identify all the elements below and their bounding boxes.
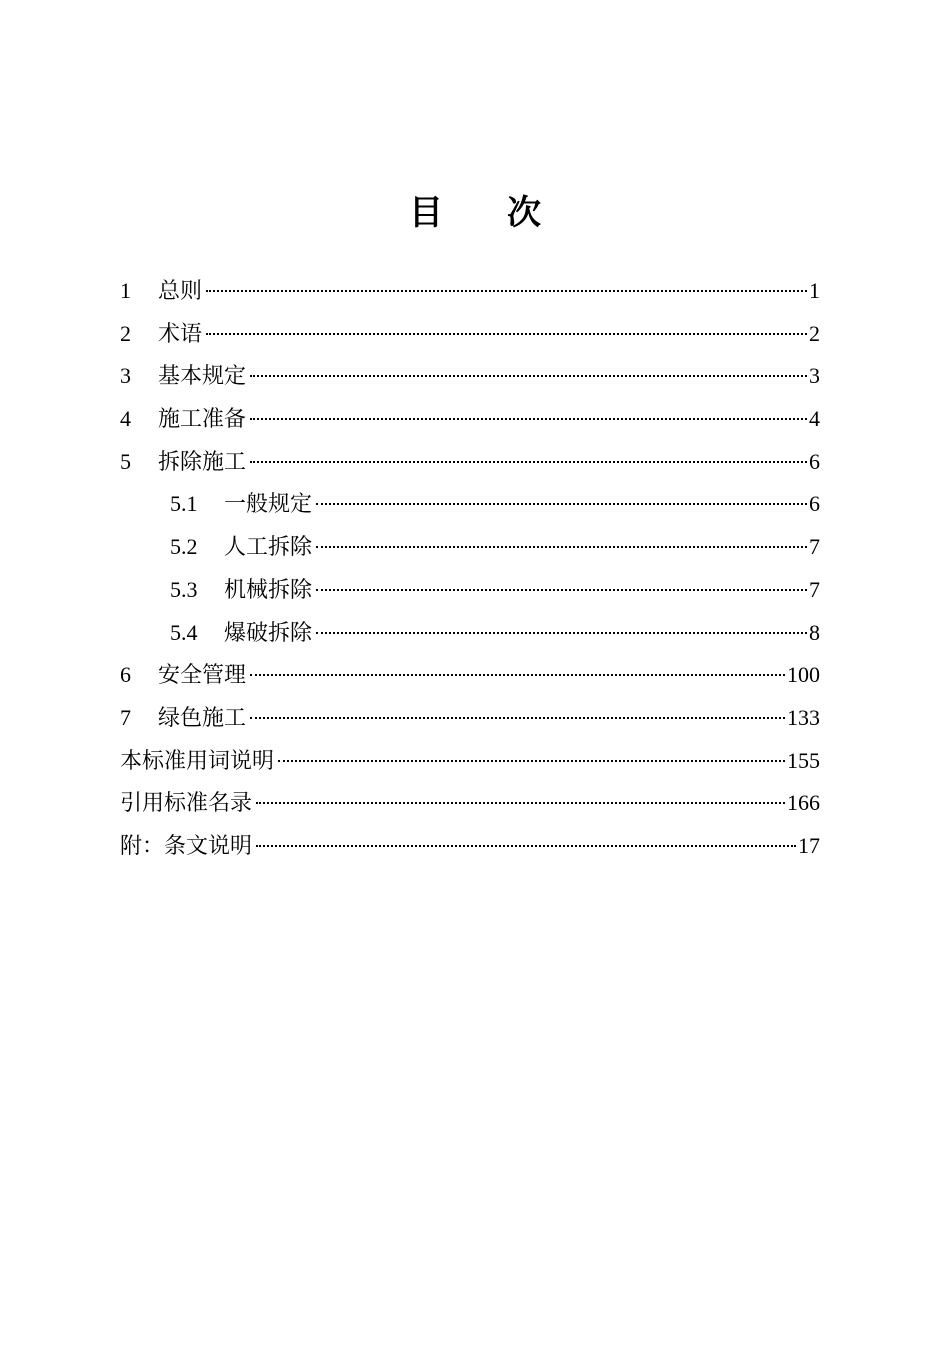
toc-entry[interactable] [120, 313, 820, 356]
toc-entry[interactable] [120, 270, 820, 313]
toc-entry-number: 5.3 [170, 576, 198, 602]
page-title [0, 184, 950, 234]
title-char-right: 次 [507, 192, 541, 233]
toc-entry-page: 166 [787, 790, 820, 816]
toc-entry-page: 17 [798, 832, 820, 858]
dot-leader [316, 632, 807, 634]
toc-entry[interactable] [120, 355, 820, 398]
toc-entry-label: 拆除施工 [158, 449, 247, 475]
toc-appendix-entry[interactable] [120, 740, 820, 783]
toc-entry-number: 6 [120, 662, 131, 688]
toc-entry-label: 本标准用词说明 [120, 748, 275, 774]
toc-entry-number: 5.2 [170, 534, 198, 560]
dot-leader [206, 333, 807, 335]
toc-entry-number: 1 [120, 278, 131, 303]
toc-entry-label: 术语 [158, 321, 203, 347]
toc-subentry[interactable] [120, 483, 820, 526]
dot-leader [250, 717, 785, 719]
title-char-left: 目 [409, 192, 443, 233]
toc-entry-page: 6 [809, 448, 820, 474]
toc-entry-label: 施工准备 [158, 407, 247, 433]
toc-entry-label: 一般规定 [224, 492, 313, 518]
dot-leader [250, 418, 807, 420]
toc-entry-label: 爆破拆除 [224, 620, 313, 646]
dot-leader [250, 375, 807, 377]
toc-entry-page: 155 [787, 747, 820, 773]
toc-subentry[interactable] [120, 569, 820, 612]
toc-entry[interactable] [120, 697, 820, 740]
toc-entry-page: 8 [809, 619, 820, 645]
toc-entry-label: 引用标准名录 [120, 791, 253, 817]
toc-entry-number: 3 [120, 363, 131, 389]
toc-entry[interactable] [120, 398, 820, 441]
toc-subentry[interactable] [120, 612, 820, 655]
dot-leader [316, 503, 807, 505]
toc-entry[interactable] [120, 441, 820, 484]
toc-entry-label: 基本规定 [158, 364, 247, 390]
toc-entry-number: 5.1 [170, 491, 198, 517]
toc-entry-number: 5 [120, 448, 131, 474]
dot-leader [250, 674, 785, 676]
dot-leader [206, 290, 807, 292]
dot-leader [278, 760, 785, 762]
table-of-contents [120, 270, 820, 868]
toc-entry-page: 2 [809, 320, 820, 346]
toc-entry-number: 7 [120, 704, 131, 730]
toc-appendix-entry[interactable] [120, 782, 820, 825]
toc-entry-page: 6 [809, 491, 820, 517]
toc-entry[interactable] [120, 654, 820, 697]
toc-entry-page: 100 [787, 662, 820, 688]
dot-leader [250, 461, 807, 463]
toc-entry-label: 机械拆除 [224, 577, 313, 603]
dot-leader [316, 589, 807, 591]
dot-leader [256, 845, 796, 847]
toc-entry-page: 7 [809, 576, 820, 602]
toc-entry-page: 4 [809, 406, 820, 432]
toc-entry-page: 1 [809, 278, 820, 303]
toc-subentry[interactable] [120, 526, 820, 569]
toc-entry-label: 附：条文说明 [120, 833, 253, 859]
toc-entry-number: 2 [120, 320, 131, 346]
toc-entry-page: 7 [809, 534, 820, 560]
dot-leader [316, 546, 807, 548]
toc-appendix-entry[interactable] [120, 825, 820, 868]
toc-entry-page: 133 [787, 704, 820, 730]
toc-entry-label: 人工拆除 [224, 535, 313, 561]
toc-entry-label: 安全管理 [158, 663, 247, 689]
dot-leader [256, 802, 785, 804]
toc-entry-page: 3 [809, 363, 820, 389]
toc-entry-number: 4 [120, 406, 131, 432]
toc-entry-label: 绿色施工 [158, 705, 247, 731]
toc-entry-number: 5.4 [170, 619, 198, 645]
toc-entry-label: 总则 [158, 279, 203, 304]
